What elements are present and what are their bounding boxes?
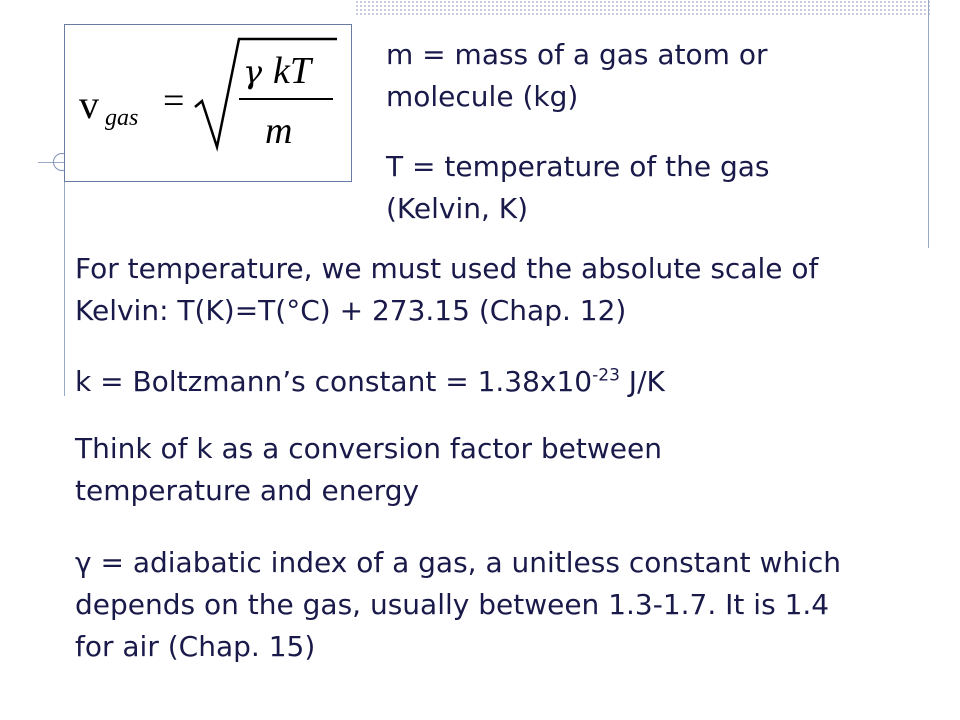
formula-equation bbox=[65, 25, 353, 183]
formula-gamma: γ bbox=[243, 53, 263, 91]
boltzmann-exponent: -23 bbox=[592, 365, 620, 386]
formula-v: v bbox=[79, 82, 99, 127]
temperature-definition: T = temperature of the gas (Kelvin, K) bbox=[386, 150, 770, 225]
boltzmann-unit: J/K bbox=[619, 365, 665, 398]
mass-definition: m = mass of a gas atom or molecule (kg) bbox=[386, 38, 768, 113]
boltzmann-definition bbox=[75, 361, 915, 403]
gamma-definition: γ = adiabatic index of a gas, a unitless constant which depends on the gas, usually between 1.3-1.7. It is 1.4 for air (Chap. 15) bbox=[75, 546, 842, 663]
formula-subscript: gas bbox=[105, 105, 139, 131]
dotted-header-band bbox=[355, 0, 930, 16]
formula-box bbox=[64, 24, 352, 182]
vertical-rule-right bbox=[928, 0, 929, 248]
formula-equals: = bbox=[163, 80, 185, 122]
formula-m: m bbox=[265, 110, 293, 152]
formula-kT: kT bbox=[273, 50, 311, 92]
k-conversion-note: Think of k as a conversion factor between temperature and energy bbox=[75, 432, 662, 507]
boltzmann-text: k = Boltzmann’s constant = 1.38x10 bbox=[75, 365, 593, 398]
kelvin-note: For temperature, we must used the absolute scale of Kelvin: T(K)=T(°C) + 273.15 (Chap. 12) bbox=[75, 252, 819, 327]
